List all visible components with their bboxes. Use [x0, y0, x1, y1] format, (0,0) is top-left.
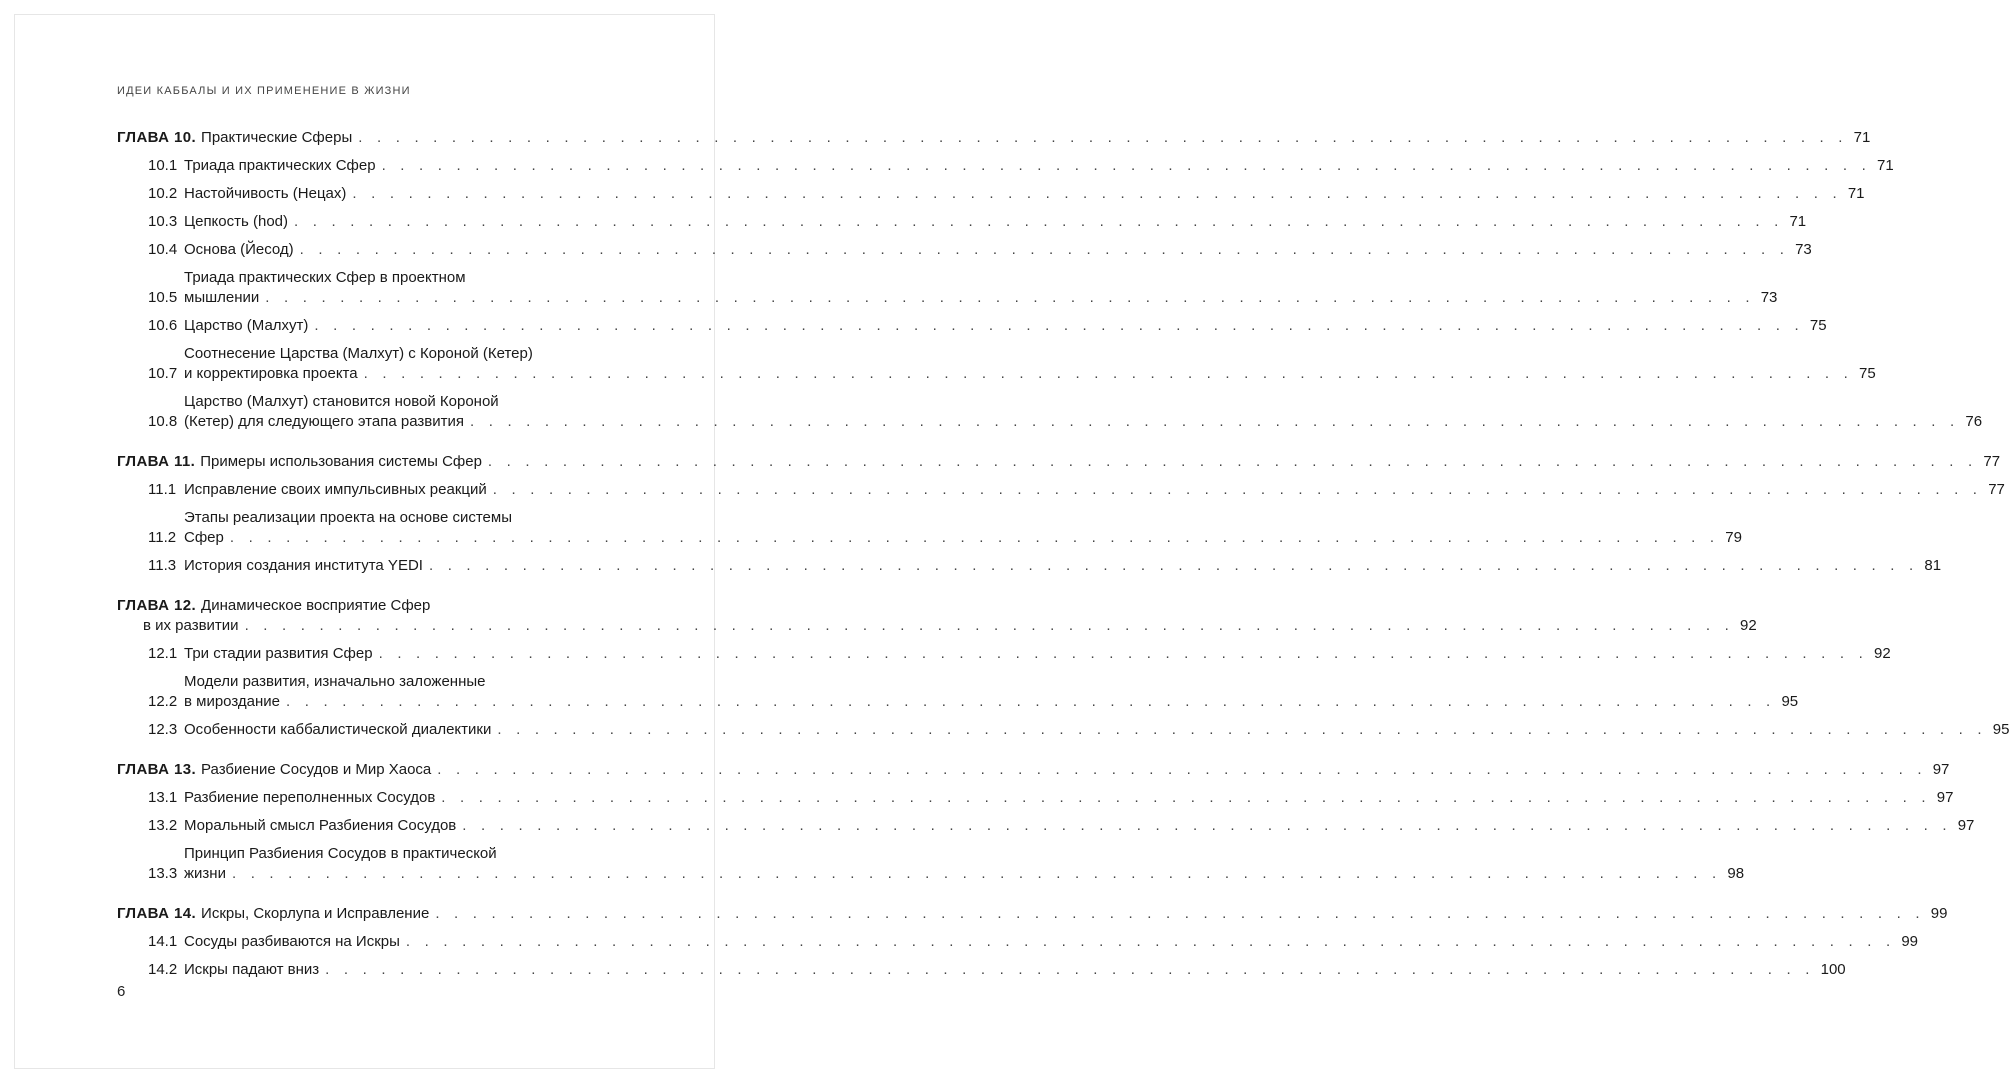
page-reference: 99: [1901, 933, 1919, 950]
title-line: [184, 480, 2005, 500]
title-text: мышлении: [184, 289, 260, 306]
dot-leader: . . . . . . . . . . . . . . . . . . . . . . . . . . . . . . . . . . . . . . . . . . . . . . . . . . . . . . . . . . . . . . . . . . . . . . . . . . . . . . . .: [487, 453, 1978, 470]
section-number: 13.3: [148, 865, 178, 882]
title-text: Принцип Разбиения Сосудов в практической: [184, 845, 497, 862]
dot-leader: . . . . . . . . . . . . . . . . . . . . . . . . . . . . . . . . . . . . . . . . . . . . . . . . . . . . . . . . . . . . . . . . . . . . . . . . . . . . . . . .: [378, 645, 1869, 662]
title-line: [184, 156, 1894, 176]
chapter-label: ГЛАВА 10.: [117, 129, 197, 146]
title-text: ГЛАВА 12. Динамическое восприятие Сфер: [117, 597, 431, 614]
chapter-block: [117, 904, 1948, 980]
chapter-gap: [117, 748, 651, 760]
dot-leader: . . . . . . . . . . . . . . . . . . . . . . . . . . . . . . . . . . . . . . . . . . . . . . . . . . . . . . . . . . . . . . . . . . . . . . . . . . . . . . . .: [299, 241, 1790, 258]
section-number: 13.2: [148, 817, 178, 834]
entry-title: [184, 644, 1891, 664]
title-line: [184, 316, 1827, 336]
toc-section-row[interactable]: [117, 788, 1954, 808]
page-reference: 95: [1781, 693, 1799, 710]
page-reference: 99: [1930, 905, 1948, 922]
chapter-label: ГЛАВА 14.: [117, 905, 197, 922]
dot-leader: . . . . . . . . . . . . . . . . . . . . . . . . . . . . . . . . . . . . . . . . . . . . . . . . . . . . . . . . . . . . . . . . . . . . . . . . . . . . . . . .: [244, 617, 1734, 634]
entry-title: [184, 932, 1919, 952]
page-reference: 97: [1932, 761, 1950, 778]
chapter-label: ГЛАВА 12.: [117, 597, 197, 614]
dot-leader: . . . . . . . . . . . . . . . . . . . . . . . . . . . . . . . . . . . . . . . . . . . . . . . . . . . . . . . . . . . . . . . . . . . . . . . . . . . . . . . .: [441, 789, 1931, 806]
title-text: ГЛАВА 13. Разбиение Сосудов и Мир Хаоса: [117, 761, 432, 778]
toc-section-row[interactable]: [117, 156, 1894, 176]
toc-section-row[interactable]: [117, 508, 1742, 548]
toc-chapter-row[interactable]: [117, 904, 1948, 924]
title-text: Моральный смысл Разбиения Сосудов: [184, 817, 457, 834]
dot-leader: . . . . . . . . . . . . . . . . . . . . . . . . . . . . . . . . . . . . . . . . . . . . . . . . . . . . . . . . . . . . . . . . . . . . . . . . . . . . . . . .: [428, 557, 1919, 574]
dot-leader: . . . . . . . . . . . . . . . . . . . . . . . . . . . . . . . . . . . . . . . . . . . . . . . . . . . . . . . . . . . . . . . . . . . . . . . . . . . . . . . .: [363, 365, 1854, 382]
page-reference: 71: [1789, 213, 1807, 230]
chapter-gap: [117, 440, 651, 452]
page-reference: 77: [1983, 453, 2001, 470]
title-text: в мироздание: [184, 693, 280, 710]
title-line: [117, 760, 1950, 780]
page-reference: 73: [1795, 241, 1812, 258]
entry-title: [184, 240, 1812, 260]
title-line: [184, 672, 651, 692]
entry-title: [117, 128, 1871, 148]
title-text: Царство (Малхут) становится новой Короной: [184, 393, 499, 410]
section-number: 12.3: [148, 721, 178, 738]
dot-leader: . . . . . . . . . . . . . . . . . . . . . . . . . . . . . . . . . . . . . . . . . . . . . . . . . . . . . . . . . . . . . . . . . . . . . . . . . . . . . . . .: [381, 157, 1871, 174]
title-text: Царство (Малхут): [184, 317, 309, 334]
title-line: [184, 692, 1799, 712]
title-text: Три стадии развития Сфер: [184, 645, 373, 662]
toc-section-row[interactable]: [117, 932, 1919, 952]
dot-leader: . . . . . . . . . . . . . . . . . . . . . . . . . . . . . . . . . . . . . . . . . . . . . . . . . . . . . . . . . . . . . . . . . . . . . . . . . . . . . . . .: [314, 317, 1804, 334]
toc-section-row[interactable]: [117, 816, 1975, 836]
title-line: [184, 844, 651, 864]
title-line: [184, 864, 1745, 884]
dot-leader: . . . . . . . . . . . . . . . . . . . . . . . . . . . . . . . . . . . . . . . . . . . . . . . . . . . . . . . . . . . . . . . . . . . . . . . . . . . . . . . .: [462, 817, 1952, 834]
title-text: Модели развития, изначально заложенные: [184, 673, 486, 690]
page-reference: 75: [1859, 365, 1876, 382]
title-line: [184, 268, 651, 288]
toc-chapter-row[interactable]: [117, 128, 1871, 148]
entry-title: [184, 392, 1983, 432]
entry-title: [117, 452, 2001, 472]
chapter-label: ГЛАВА 11.: [117, 453, 196, 470]
title-text: Триада практических Сфер в проектном: [184, 269, 466, 286]
title-line: [184, 508, 651, 528]
page-reference: 95: [1992, 721, 2009, 738]
page-reference: 97: [1957, 817, 1975, 834]
title-line: [184, 788, 1954, 808]
title-text: Настойчивость (Нецах): [184, 185, 347, 202]
toc-chapter-row[interactable]: [117, 760, 1950, 780]
section-number: 10.6: [148, 317, 178, 334]
table-of-contents: [117, 128, 2009, 988]
entry-title: [117, 596, 1757, 636]
section-number: 10.3: [148, 213, 178, 230]
title-text: (Кетер) для следующего этапа развития: [184, 413, 464, 430]
title-text: Основа (Йесод): [184, 241, 294, 258]
toc-section-row[interactable]: [117, 672, 1799, 712]
dot-leader: . . . . . . . . . . . . . . . . . . . . . . . . . . . . . . . . . . . . . . . . . . . . . . . . . . . . . . . . . . . . . . . . . . . . . . . . . . . . . . . .: [358, 129, 1848, 146]
toc-section-row[interactable]: [117, 212, 1807, 232]
section-number: 11.2: [148, 529, 177, 546]
title-line: [184, 932, 1919, 952]
title-text: История создания института YEDI: [184, 557, 423, 574]
page-reference: 75: [1809, 317, 1827, 334]
dot-leader: . . . . . . . . . . . . . . . . . . . . . . . . . . . . . . . . . . . . . . . . . . . . . . . . . . . . . . . . . . . . . . . . . . . . . . . . . . . . . . . .: [352, 185, 1842, 202]
entry-title: [117, 904, 1948, 924]
toc-section-row[interactable]: [117, 344, 1876, 384]
toc-section-row[interactable]: [117, 316, 1827, 336]
entry-title: [184, 316, 1827, 336]
title-text: в их развитии: [143, 617, 239, 634]
toc-section-row[interactable]: [117, 644, 1891, 664]
title-line: [184, 392, 651, 412]
toc-section-row[interactable]: [117, 268, 1778, 308]
section-number: 11.3: [148, 557, 177, 574]
section-number: 10.8: [148, 413, 178, 430]
title-line: [184, 184, 1865, 204]
title-line: [184, 344, 651, 364]
section-number: 14.1: [148, 933, 178, 950]
section-number: 13.1: [148, 789, 178, 806]
page-reference: 71: [1877, 157, 1894, 174]
section-number: 14.2: [148, 961, 178, 978]
entry-title: [184, 508, 1742, 548]
toc-section-row[interactable]: [117, 556, 1942, 576]
title-line: [117, 452, 2001, 472]
chapter-gap: [117, 584, 651, 596]
dot-leader: . . . . . . . . . . . . . . . . . . . . . . . . . . . . . . . . . . . . . . . . . . . . . . . . . . . . . . . . . . . . . . . . . . . . . . . . . . . . . . . .: [325, 961, 1815, 978]
section-number: 10.7: [148, 365, 178, 382]
title-line: [184, 364, 1876, 384]
toc-section-row[interactable]: [117, 844, 1745, 884]
title-line: [117, 616, 1757, 636]
toc-section-row[interactable]: [117, 720, 2009, 740]
dot-leader: . . . . . . . . . . . . . . . . . . . . . . . . . . . . . . . . . . . . . . . . . . . . . . . . . . . . . . . . . . . . . . . . . . . . . . . . . . . . . . . .: [286, 693, 1776, 710]
dot-leader: . . . . . . . . . . . . . . . . . . . . . . . . . . . . . . . . . . . . . . . . . . . . . . . . . . . . . . . . . . . . . . . . . . . . . . . . . . . . . . . .: [497, 721, 1987, 738]
title-text: Искры падают вниз: [184, 961, 320, 978]
page-reference: 81: [1924, 557, 1942, 574]
section-number: 12.1: [148, 645, 178, 662]
title-text: Соотнесение Царства (Малхут) с Короной (Кетер): [184, 345, 533, 362]
entry-title: [184, 212, 1807, 232]
entry-title: [184, 816, 1975, 836]
page-number: 6: [117, 983, 126, 1000]
chapter-gap: [117, 892, 651, 904]
page-reference: 71: [1847, 185, 1865, 202]
title-line: [184, 212, 1807, 232]
section-number: 10.1: [148, 157, 178, 174]
title-line: [184, 816, 1975, 836]
section-number: 12.2: [148, 693, 178, 710]
page-reference: 77: [1988, 481, 2005, 498]
title-text: ГЛАВА 14. Искры, Скорлупа и Исправление: [117, 905, 430, 922]
chapter-label: ГЛАВА 13.: [117, 761, 197, 778]
section-number: 10.4: [148, 241, 178, 258]
toc-section-row[interactable]: [117, 240, 1812, 260]
dot-leader: . . . . . . . . . . . . . . . . . . . . . . . . . . . . . . . . . . . . . . . . . . . . . . . . . . . . . . . . . . . . . . . . . . . . . . . . . . . . . . . .: [435, 905, 1925, 922]
page-reference: 92: [1740, 617, 1757, 634]
page-reference: 97: [1936, 789, 1954, 806]
entry-title: [184, 960, 1846, 980]
running-head: ИДЕИ КАББАЛЫ И ИХ ПРИМЕНЕНИЕ В ЖИЗНИ: [117, 85, 411, 97]
title-text: Сосуды разбиваются на Искры: [184, 933, 400, 950]
title-text: Разбиение переполненных Сосудов: [184, 789, 436, 806]
dot-leader: . . . . . . . . . . . . . . . . . . . . . . . . . . . . . . . . . . . . . . . . . . . . . . . . . . . . . . . . . . . . . . . . . . . . . . . . . . . . . . . .: [265, 289, 1755, 306]
chapter-block: [117, 452, 2005, 576]
toc-chapter-row[interactable]: [117, 596, 1757, 636]
title-text: Сфер: [184, 529, 224, 546]
page-reference: 98: [1727, 865, 1745, 882]
dot-leader: . . . . . . . . . . . . . . . . . . . . . . . . . . . . . . . . . . . . . . . . . . . . . . . . . . . . . . . . . . . . . . . . . . . . . . . . . . . . . . . .: [492, 481, 1983, 498]
entry-title: [184, 788, 1954, 808]
dot-leader: . . . . . . . . . . . . . . . . . . . . . . . . . . . . . . . . . . . . . . . . . . . . . . . . . . . . . . . . . . . . . . . . . . . . . . . . . . . . . . . .: [231, 865, 1722, 882]
title-line: [184, 412, 1983, 432]
page-reference: 100: [1820, 961, 1846, 978]
title-text: ГЛАВА 11. Примеры использования системы Сфер: [117, 453, 482, 470]
title-line: [117, 596, 651, 616]
toc-chapter-row[interactable]: [117, 452, 2001, 472]
section-number: 10.5: [148, 289, 178, 306]
toc-section-row[interactable]: [117, 392, 1983, 432]
page-reference: 76: [1965, 413, 1983, 430]
dot-leader: . . . . . . . . . . . . . . . . . . . . . . . . . . . . . . . . . . . . . . . . . . . . . . . . . . . . . . . . . . . . . . . . . . . . . . . . . . . . . . . .: [294, 213, 1784, 230]
title-text: ГЛАВА 10. Практические Сферы: [117, 129, 353, 146]
title-line: [184, 240, 1812, 260]
title-line: [184, 556, 1942, 576]
title-text: Исправление своих импульсивных реакций: [184, 481, 487, 498]
page-reference: 92: [1874, 645, 1891, 662]
title-text: и корректировка проекта: [184, 365, 358, 382]
entry-title: [184, 344, 1876, 384]
entry-title: [117, 760, 1950, 780]
entry-title: [184, 556, 1942, 576]
entry-title: [184, 268, 1778, 308]
title-text: Особенности каббалистической диалектики: [184, 721, 492, 738]
toc-section-row[interactable]: [117, 480, 2005, 500]
page-reference: 71: [1853, 129, 1871, 146]
dot-leader: . . . . . . . . . . . . . . . . . . . . . . . . . . . . . . . . . . . . . . . . . . . . . . . . . . . . . . . . . . . . . . . . . . . . . . . . . . . . . . . .: [469, 413, 1960, 430]
entry-title: [184, 844, 1745, 884]
chapter-block: [117, 760, 1975, 884]
entry-title: [184, 720, 2009, 740]
section-number: 11.1: [148, 481, 177, 498]
title-line: [184, 288, 1778, 308]
chapter-block: [117, 128, 1983, 432]
title-text: Цепкость (hod): [184, 213, 289, 230]
entry-title: [184, 156, 1894, 176]
dot-leader: . . . . . . . . . . . . . . . . . . . . . . . . . . . . . . . . . . . . . . . . . . . . . . . . . . . . . . . . . . . . . . . . . . . . . . . . . . . . . . . .: [229, 529, 1720, 546]
chapter-block: [117, 596, 2009, 740]
entry-title: [184, 480, 2005, 500]
title-text: жизни: [184, 865, 226, 882]
entry-title: [184, 184, 1865, 204]
title-line: [184, 720, 2009, 740]
title-line: [184, 644, 1891, 664]
title-line: [117, 128, 1871, 148]
entry-title: [184, 672, 1799, 712]
page-reference: 79: [1725, 529, 1742, 546]
title-line: [184, 528, 1742, 548]
toc-section-row[interactable]: [117, 960, 1846, 980]
title-text: Этапы реализации проекта на основе системы: [184, 509, 512, 526]
title-line: [184, 960, 1846, 980]
title-line: [117, 904, 1948, 924]
title-text: Триада практических Сфер: [184, 157, 376, 174]
section-number: 10.2: [148, 185, 178, 202]
dot-leader: . . . . . . . . . . . . . . . . . . . . . . . . . . . . . . . . . . . . . . . . . . . . . . . . . . . . . . . . . . . . . . . . . . . . . . . . . . . . . . . .: [405, 933, 1896, 950]
toc-section-row[interactable]: [117, 184, 1865, 204]
page-reference: 73: [1760, 289, 1778, 306]
dot-leader: . . . . . . . . . . . . . . . . . . . . . . . . . . . . . . . . . . . . . . . . . . . . . . . . . . . . . . . . . . . . . . . . . . . . . . . . . . . . . . . .: [437, 761, 1927, 778]
